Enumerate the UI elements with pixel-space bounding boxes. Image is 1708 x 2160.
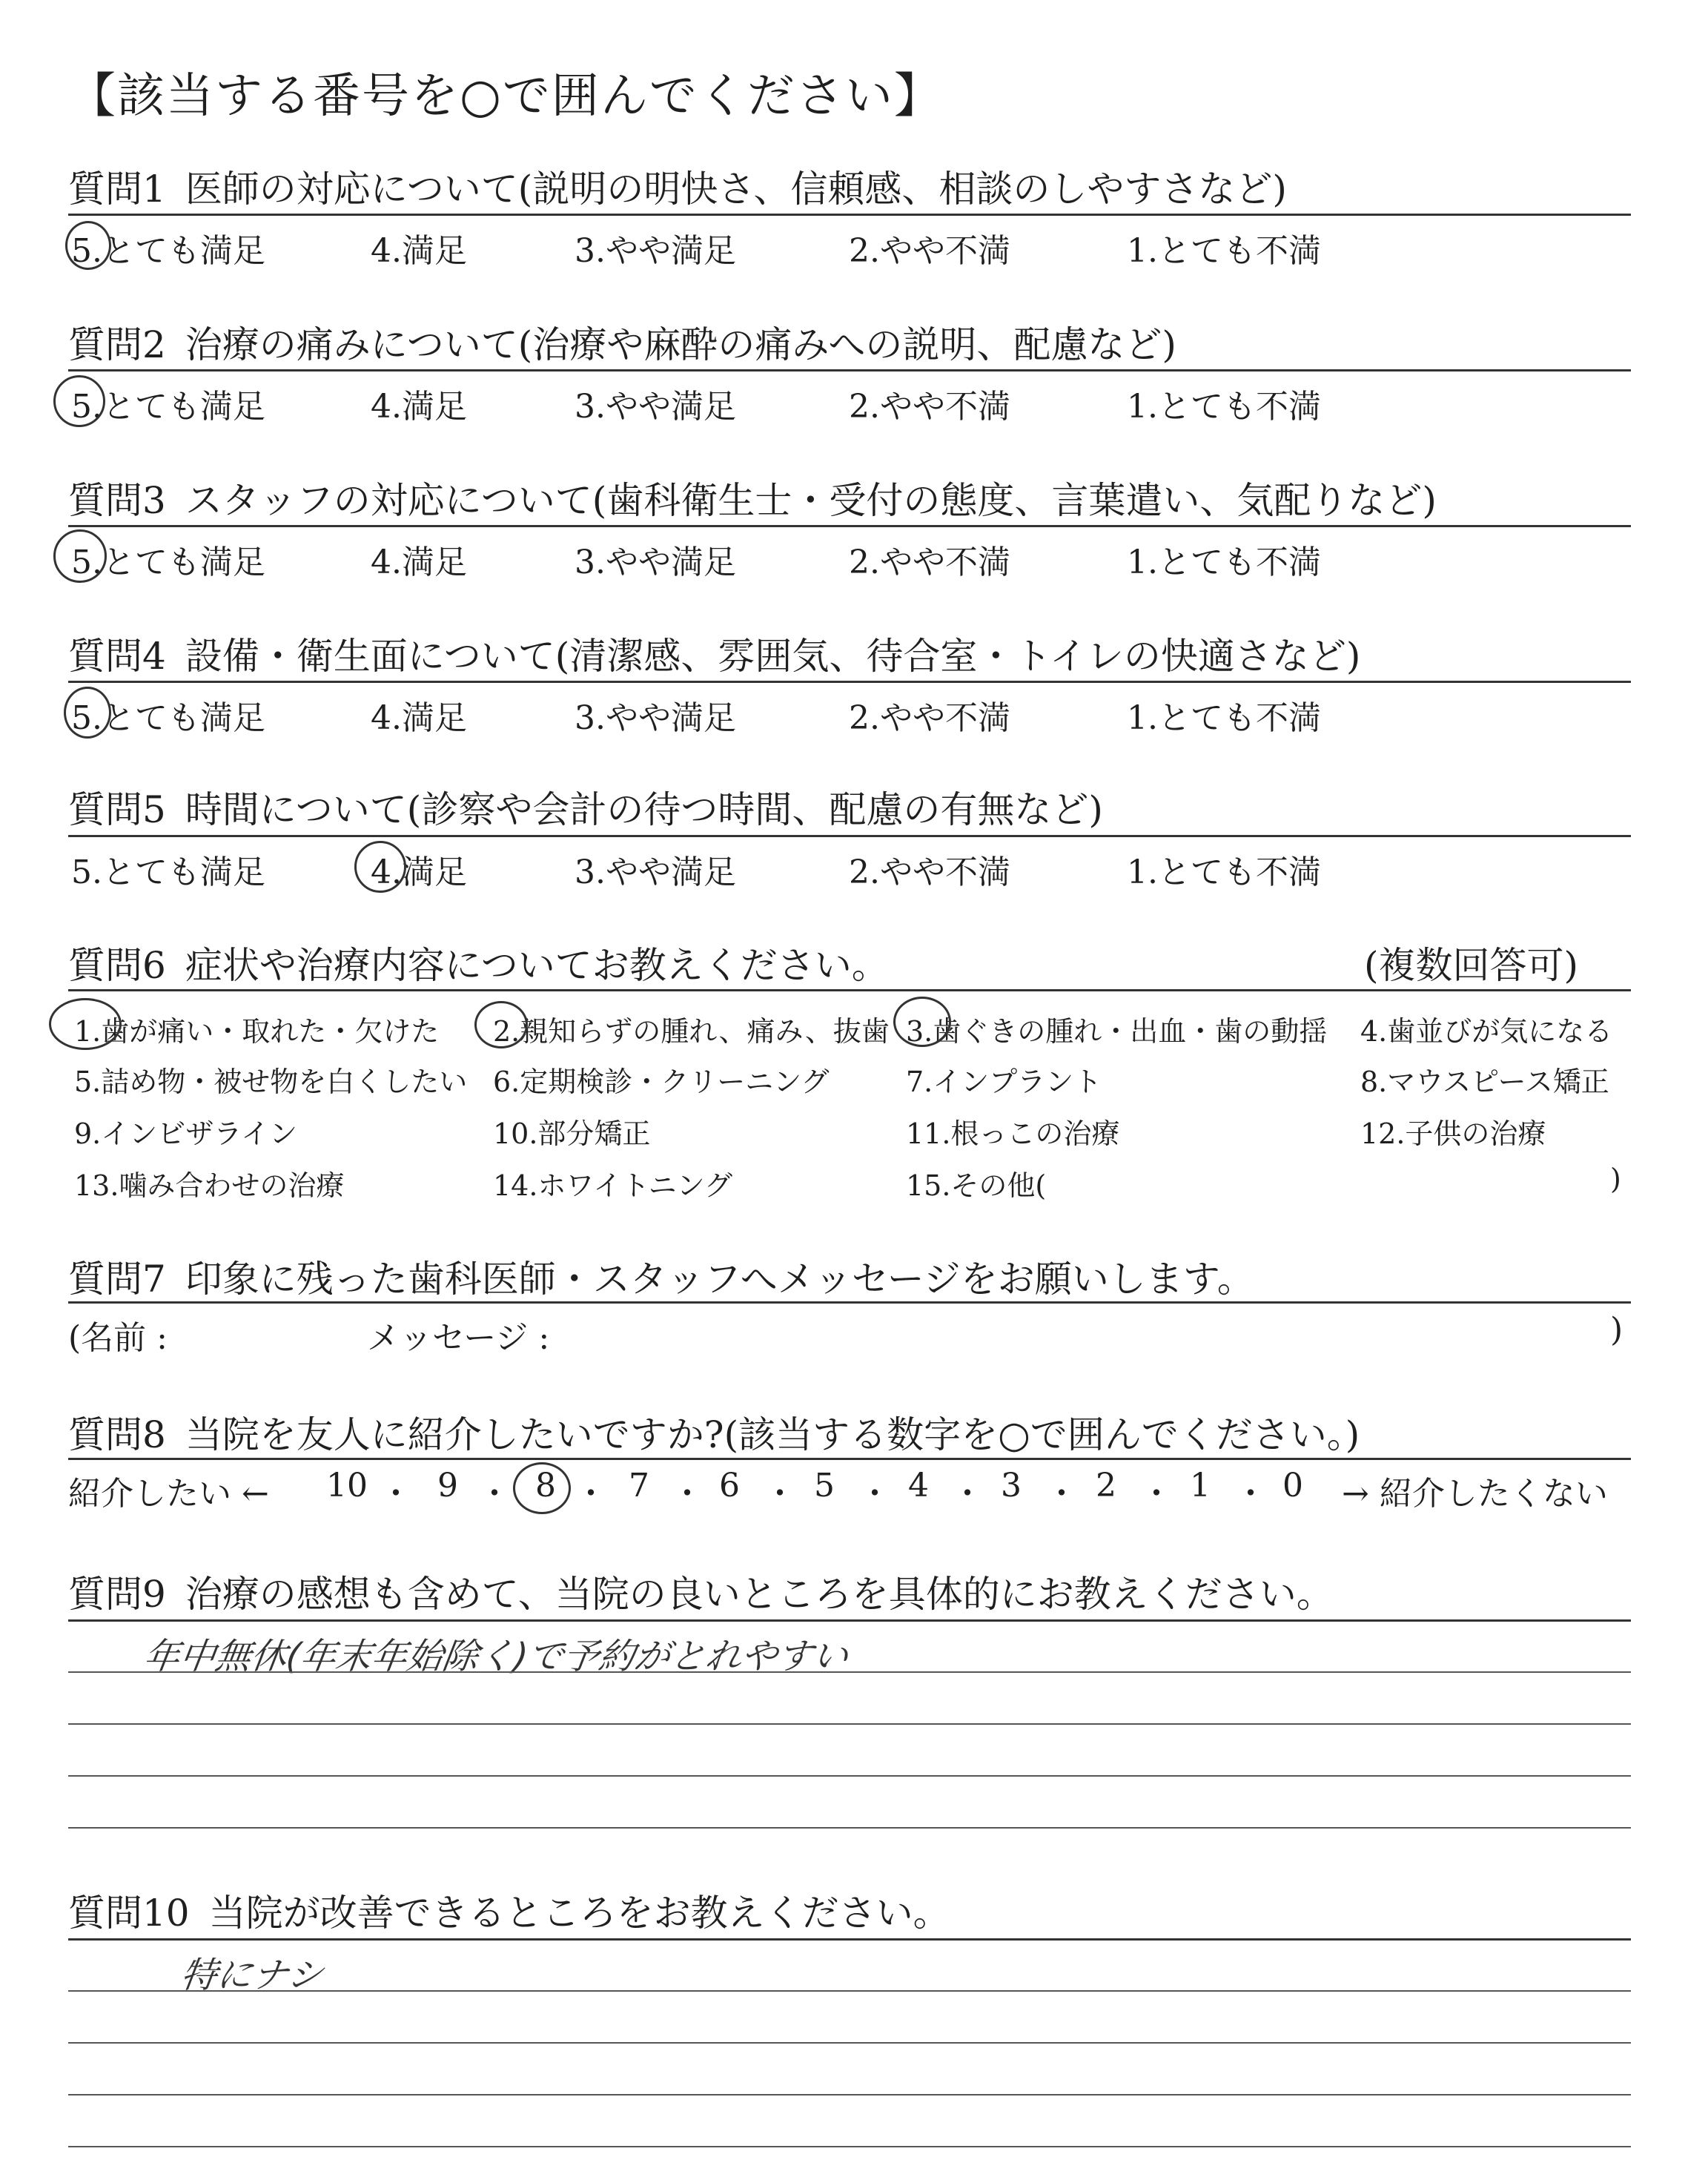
question-number: 質問6 [68,944,166,987]
symptom-item-10[interactable]: 10.部分矯正 [493,1117,651,1150]
question-9 [68,1565,1334,1618]
question-number: 質問8 [68,1413,166,1456]
question-8 [68,1405,1360,1459]
question-text: 症状や治療内容についてお教えください。 [185,944,889,987]
scale-6[interactable]: 6 [719,1467,740,1505]
option-5[interactable]: 5.とても満足 [71,853,265,891]
option-2[interactable]: 2.やや不満 [849,699,1010,737]
option-4[interactable]: 4.満足 [371,544,467,581]
question-4 [68,627,1360,680]
option-4[interactable]: 4.満足 [371,699,467,737]
question-7 [68,1249,1254,1303]
recommend-left-label: 紹介したい ← [68,1475,269,1513]
question-divider [68,525,1631,527]
scale-1[interactable]: 1 [1190,1467,1211,1505]
symptom-item-15[interactable]: 15.その他( [906,1169,1047,1202]
question-3 [68,471,1437,524]
option-4[interactable]: 4.満足 [371,853,467,891]
question-5 [68,780,1103,833]
symptom-item-6[interactable]: 6.定期検診・クリーニング [493,1066,830,1098]
message-label: メッセージ : [367,1319,550,1357]
question-divider [68,369,1631,371]
question-text: スタッフの対応について(歯科衛生士・受付の態度、言葉遣い、気配りなど) [185,479,1437,522]
selection-circle [893,997,951,1047]
scale-dot: ・ [858,1475,891,1513]
scale-9[interactable]: 9 [437,1467,458,1505]
answer-line [68,1671,1631,1673]
question-number: 質問1 [68,168,166,211]
selection-circle [65,221,111,270]
scale-3[interactable]: 3 [1001,1467,1022,1505]
selection-circle [64,687,111,739]
option-1[interactable]: 1.とても不満 [1127,544,1321,581]
answer-line [68,1723,1631,1725]
message-close-paren: ) [1610,1311,1623,1349]
question-number: 質問10 [68,1892,190,1935]
symptom-item-4[interactable]: 4.歯並びが気になる [1360,1015,1613,1048]
question-divider [68,214,1631,216]
symptom-item-11[interactable]: 11.根っこの治療 [906,1117,1120,1150]
question-text: 設備・衛生面について(清潔感、雰囲気、待合室・トイレの快適さなど) [185,635,1361,678]
symptom-item-2[interactable]: 2.親知らずの腫れ、痛み、抜歯 [493,1015,890,1048]
scale-4[interactable]: 4 [908,1467,929,1505]
question-divider [68,989,1631,991]
selection-circle [474,1001,528,1048]
selection-circle [53,529,107,583]
option-3[interactable]: 3.やや満足 [575,388,736,426]
other-close-paren: ) [1610,1163,1621,1195]
option-2[interactable]: 2.やや不満 [849,853,1010,891]
question-divider [68,1619,1631,1622]
scale-dot: ・ [951,1475,984,1513]
option-5[interactable]: 5.とても満足 [71,699,265,737]
scale-7[interactable]: 7 [629,1467,649,1505]
question-text: 医師の対応について(説明の明快さ、信頼感、相談のしやすさなど) [185,168,1287,211]
symptom-item-13[interactable]: 13.噛み合わせの治療 [74,1169,345,1202]
question-divider [68,1301,1631,1304]
symptom-item-9[interactable]: 9.インビザライン [74,1117,298,1150]
scale-8[interactable]: 8 [535,1467,556,1505]
selection-circle [53,375,105,427]
q9-handwritten-answer[interactable]: 年中無休(年末年始除く)で予約がとれやすい [141,1636,851,1677]
question-number: 質問4 [68,635,166,678]
symptom-item-7[interactable]: 7.インプラント [906,1066,1102,1098]
answer-line [68,2146,1631,2147]
scale-0[interactable]: 0 [1282,1467,1303,1505]
answer-line [68,1990,1631,1992]
answer-line [68,1775,1631,1777]
option-2[interactable]: 2.やや不満 [849,388,1010,426]
question-divider [68,1938,1631,1941]
question-number: 質問7 [68,1258,166,1301]
symptom-item-12[interactable]: 12.子供の治療 [1360,1117,1546,1150]
question-10 [68,1883,950,1937]
question-number: 質問3 [68,479,166,522]
option-1[interactable]: 1.とても不満 [1127,388,1321,426]
scale-dot: ・ [671,1475,704,1513]
selection-circle [354,841,406,893]
q10-handwritten-answer[interactable]: 特にナシ [178,1955,326,1996]
question-number: 質問2 [68,323,166,366]
option-2[interactable]: 2.やや不満 [849,232,1010,270]
scale-dot: ・ [478,1475,511,1513]
option-3[interactable]: 3.やや満足 [575,699,736,737]
scale-10[interactable]: 10 [326,1467,368,1505]
question-text: 治療の感想も含めて、当院の良いところを具体的にお教えください。 [185,1573,1334,1616]
option-1[interactable]: 1.とても不満 [1127,853,1321,891]
scale-5[interactable]: 5 [814,1467,835,1505]
option-3[interactable]: 3.やや満足 [575,544,736,581]
scale-dot: ・ [1045,1475,1078,1513]
symptom-item-14[interactable]: 14.ホワイトニング [493,1169,733,1202]
form-heading: 【該当する番号を○で囲んでください】 [68,69,943,124]
option-4[interactable]: 4.満足 [371,388,467,426]
question-divider [68,681,1631,683]
answer-line [68,1827,1631,1829]
symptom-item-1[interactable]: 1.歯が痛い・取れた・欠けた [74,1015,440,1048]
selection-circle [49,998,122,1050]
option-3[interactable]: 3.やや満足 [575,853,736,891]
symptom-item-8[interactable]: 8.マウスピース矯正 [1360,1066,1609,1098]
selection-circle [513,1462,571,1514]
scale-2[interactable]: 2 [1096,1467,1116,1505]
symptom-item-3[interactable]: 3.歯ぐきの腫れ・出血・歯の動揺 [906,1015,1328,1048]
question-number: 質問9 [68,1573,166,1616]
answer-line [68,2094,1631,2095]
scale-dot: ・ [380,1475,412,1513]
option-3[interactable]: 3.やや満足 [575,232,736,270]
question-text: 時間について(診察や会計の待つ時間、配慮の有無など) [185,788,1103,831]
question-text: 印象に残った歯科医師・スタッフへメッセージをお願いします。 [185,1258,1254,1301]
answer-line [68,2042,1631,2044]
scale-dot: ・ [575,1475,607,1513]
recommend-right-label: → 紹介したくない [1342,1475,1608,1513]
symptom-item-5[interactable]: 5.詰め物・被せ物を白くしたい [74,1066,468,1098]
option-4[interactable]: 4.満足 [371,232,467,270]
option-5[interactable]: 5.とても満足 [71,388,265,426]
question-6 [68,936,889,989]
question-number: 質問5 [68,788,166,831]
multiple-answer-note: (複数回答可) [1364,944,1579,987]
question-divider [68,835,1631,837]
scale-dot: ・ [1234,1475,1267,1513]
option-5[interactable]: 5.とても満足 [71,232,265,270]
question-text: 治療の痛みについて(治療や麻酔の痛みへの説明、配慮など) [185,323,1176,366]
question-2 [68,315,1176,369]
question-divider [68,1458,1631,1460]
scale-dot: ・ [764,1475,796,1513]
question-1 [68,159,1287,213]
option-1[interactable]: 1.とても不満 [1127,699,1321,737]
option-1[interactable]: 1.とても不満 [1127,232,1321,270]
option-5[interactable]: 5.とても満足 [71,544,265,581]
name-label: (名前 : [68,1319,168,1357]
question-text: 当院が改善できるところをお教えください。 [208,1892,950,1935]
question-text: 当院を友人に紹介したいですか?(該当する数字を○で囲んでください。) [185,1413,1360,1456]
scale-dot: ・ [1140,1475,1173,1513]
option-2[interactable]: 2.やや不満 [849,544,1010,581]
